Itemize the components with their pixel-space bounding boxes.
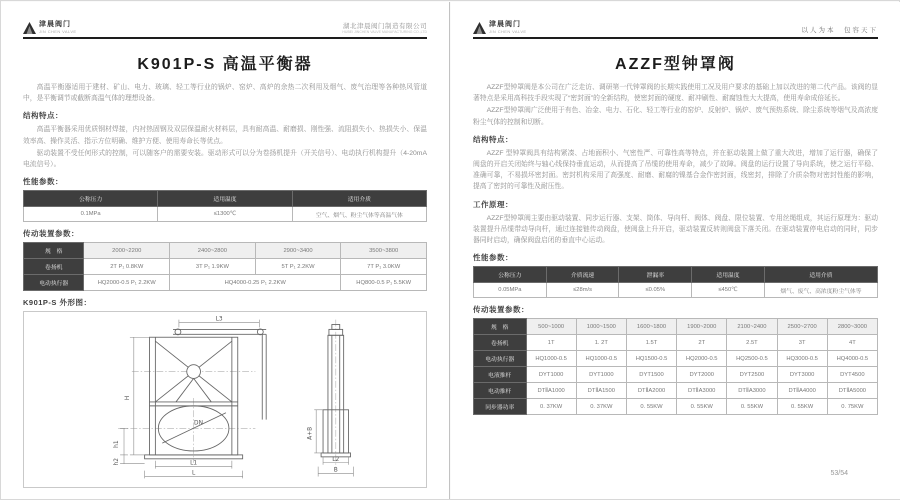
page-left [1,2,450,499]
cell: DYT2000 [677,367,727,383]
section-heading-features: 结构特点： [23,111,63,121]
header-rule [473,37,878,39]
table-header-row [474,267,878,283]
page-title: K901P-S 高温平衡器 [137,56,313,73]
cell: 7T P₁ 3.0KW [341,259,427,275]
table-row [474,351,878,367]
cell: DYT2500 [727,367,777,383]
cell: DYT1500 [626,367,676,383]
cell: 3500~3800 [341,243,427,259]
row-label: 卷扬机 [474,335,527,351]
brand-subtitle: JIN CHEN VALVE [39,29,77,34]
col-header: 公称压力 [474,267,547,283]
cell: ≤0.05% [619,283,692,298]
col-header: 适用温度 [692,267,765,283]
cell: HQ4000-0.25 P₁ 2.2KW [170,275,341,291]
cell: 4T [827,335,877,351]
intro-paragraph-2: AZZF型钟罩阀广泛使用于有色、冶金、电力、石化、轻工等行业的窑炉、反射炉、锅炉、废气预热系统、除尘系统等烟气及高浓度粉尘气体的控制和切断。 [473,107,878,126]
technical-drawing [24,312,426,487]
actuator-row [24,275,427,291]
cell: 5T P₁ 2.2KW [255,259,341,275]
cell: HQ1500-0.5 [626,351,676,367]
slogan-text: 以人为本 包容天下 [801,27,878,34]
col-header: 泄漏率 [619,267,692,283]
brand-block [473,19,526,34]
cell: 0. 55KW [626,399,676,415]
cell: ≤450℃ [692,283,765,298]
cell: HQ1000-0.5 [526,351,576,367]
cell: DTⅡA1500 [576,383,626,399]
cell: 0. 37KW [526,399,576,415]
cell: HQ800-0.5 P₁ 5.5KW [341,275,427,291]
transmission-table [23,242,427,291]
cell: DTⅡA3000 [727,383,777,399]
cell: DTⅡA1000 [526,383,576,399]
page-title: AZZF型钟罩阀 [615,56,736,73]
row-label: 电动推杆 [474,383,527,399]
cell: 0. 55KW [777,399,827,415]
page-header [473,14,878,34]
brand-name: 津晨阀门 [489,21,521,28]
performance-table [23,190,427,222]
cell: 1T [526,335,576,351]
cell: 空气、烟气、粉尘气体等高温气体 [292,207,426,222]
features-paragraph-2: 驱动装置不受任何形式的控制，可以随客户的需要安装。驱动形式可以分为卷扬机提升（开关信号）、电动执行机构提升（4-20mA电流信号）。 [23,149,427,169]
centerlines [118,320,336,469]
cell: 2T [677,335,727,351]
front-view [145,329,267,459]
brand-logo-icon [473,22,486,34]
col-header: 适用介质 [764,267,877,283]
header-rule [23,37,427,39]
cell: 1000~1500 [576,319,626,335]
dim-label-h2: h2 [114,458,121,466]
cell: HQ3000-0.5 [777,351,827,367]
col-header: 介质流速 [546,267,619,283]
dim-label-h1: h1 [114,440,121,449]
spec-row [474,319,878,335]
dim-label-l: L [191,470,196,477]
table-row [24,207,427,222]
table-row [474,399,878,415]
cell: 3T [777,335,827,351]
cell: HQ2000-0.5 P₁ 2.2KW [84,275,170,291]
cell: 500~1000 [526,319,576,335]
cell: 2400~2800 [170,243,256,259]
cell: 2800~3000 [827,319,877,335]
dim-label-l3: L3 [215,316,223,323]
cell: 0. 55KW [727,399,777,415]
company-name-en: HUBEI JINCHEN VALVE MANUFACTURING CO.,LTD [342,30,427,34]
row-label: 电动执行器 [24,275,84,291]
section-heading-outline: K901P-S 外形图： [23,298,92,308]
spec-row [24,243,427,259]
winch-row [24,259,427,275]
row-label: 规 格 [474,319,527,335]
dim-label-l1: L1 [190,460,198,467]
cell: 1900~2000 [677,319,727,335]
cell: DYT1000 [576,367,626,383]
table-row [474,335,878,351]
section-heading-principle: 工作原理： [473,199,513,209]
cell: ≤1300℃ [158,207,292,222]
cell: HQ2500-0.5 [727,351,777,367]
cell: DYT3000 [777,367,827,383]
intro-paragraph: 高温平衡器适用于建材、矿山、电力、玻璃、轻工等行业的锅炉、窑炉、高炉的余热二次利用及烟气、废气治理等各种热风管道中，是平衡调节或截断高温气体的理想设备。 [23,84,427,103]
row-label: 电动执行器 [474,351,527,367]
dim-label-b: B [333,467,338,474]
dim-label-ab: A+B [307,427,314,441]
features-paragraph-1: 高温平衡器采用优质钢材焊接，内衬热固钢及双层保温耐火材料层，具有耐高温、耐磨损、刚性强、流阻损失小、热损失小、保温效率高、操作灵活、指示方位明确、维护方便、使用寿命长等优点。 [23,126,427,145]
section-heading-features: 结构特点： [473,134,513,144]
cell: DYT1000 [526,367,576,383]
dim-label-h: H [124,396,131,401]
table-header-row [24,191,427,207]
cell: 0.1MPa [24,207,158,222]
cell: ≤28m/s [546,283,619,298]
cell: 1.5T [626,335,676,351]
cell: HQ4000-0.5 [827,351,877,367]
col-header: 公称压力 [24,191,158,207]
cell: 2000~2200 [84,243,170,259]
page-header [23,14,427,34]
section-heading-transmission: 传动装置参数： [473,305,529,315]
cell: DTⅡA2000 [626,383,676,399]
col-header: 适用温度 [158,191,292,207]
outline-drawing [23,311,427,488]
dim-label-dn: DN [194,420,203,427]
dimension-labels [114,317,339,477]
features-paragraph: AZZF 型钟罩阀具有结构紧凑、占地面积小、气密性严、可靠性高等特点，并在驱动装置上做了重大改进，增加了运行器，确保了阀盘的开启关闭始终与轴心线保持垂直运动，从而提高了吊缆的使用寿命，减少了故障。阀盘的运行设置了导向系统，使之运行平稳、准确可靠，不易损坏密封面。密封机构采用了高强度、耐磨、耐腐的镍基合金作密封面，线密封，排除了介质杂物对密封性能的影响，提高了密封的可靠性及耐压性。 [473,149,878,191]
cell: DTⅡA3000 [677,383,727,399]
cell: 2100~2400 [727,319,777,335]
dim-label-l2: L2 [332,456,340,463]
row-label: 电液推杆 [474,367,527,383]
section-heading-performance: 性能参数： [473,253,513,263]
cell: DTⅡA5000 [827,383,877,399]
section-heading-transmission: 传动装置参数： [23,229,79,239]
col-header: 适用介质 [292,191,426,207]
transmission-table [473,318,878,415]
table-row [474,383,878,399]
brand-subtitle: JIN CHEN VALVE [489,29,527,34]
cell: DYT4500 [827,367,877,383]
table-row [474,367,878,383]
page-right [451,2,900,499]
brand-block [23,19,76,34]
cell: 烟气、废气、高浓度粉尘气体等 [764,283,877,298]
table-row [474,283,878,298]
cell: 0. 75KW [827,399,877,415]
cell: 0.05MPa [474,283,547,298]
cell: 2500~2700 [777,319,827,335]
cell: DTⅡA4000 [777,383,827,399]
row-label: 同步器功率 [474,399,527,415]
cell: HQ2000-0.5 [677,351,727,367]
cell: 3T P₁ 1.9KW [170,259,256,275]
brand-logo-icon [23,22,36,34]
cell: 0. 37KW [576,399,626,415]
section-heading-performance: 性能参数： [23,177,63,187]
brand-name: 津晨阀门 [39,21,71,28]
principle-paragraph: AZZF型钟罩阀主要由驱动装置、同步运行器、支架、筒体、导向杆、阀体、阀盘、限位装置、专用丝绳组成，其运行原理为：驱动装置提升吊缆带动导向杆，通过连接链传动阀盘，使阀盘上升开启，驱动装置反转则阀盘下落关闭。在驱动装置停电启动的同时，同步器同时启动，确保阀盘启闭的垂直中心运动。 [473,214,878,245]
page-number: 53/54 [830,470,848,477]
row-label: 卷扬机 [24,259,84,275]
row-label: 规 格 [24,243,84,259]
cell: 1. 2T [576,335,626,351]
cell: 2T P₁ 0.8KW [84,259,170,275]
intro-paragraph-1: AZZF型钟罩阀是本公司在广泛走访、调研第一代钟罩阀的长期实践使用工况及用户要求的基础上加以改进的第二代产品。该阀的显著特点是采用高科技手段实现了“密封面”的全新结构，使密封面的硬度、耐冲刷性、耐腐蚀性大大提高，使用寿命成倍延长。 [473,84,878,103]
cell: 0. 55KW [677,399,727,415]
company-name: 湖北津晨阀门制造有限公司 [343,23,427,30]
cell: 1600~1800 [626,319,676,335]
cell: 2.5T [727,335,777,351]
cell: 2900~3400 [255,243,341,259]
cell: HQ1000-0.5 [576,351,626,367]
performance-table [473,266,878,298]
